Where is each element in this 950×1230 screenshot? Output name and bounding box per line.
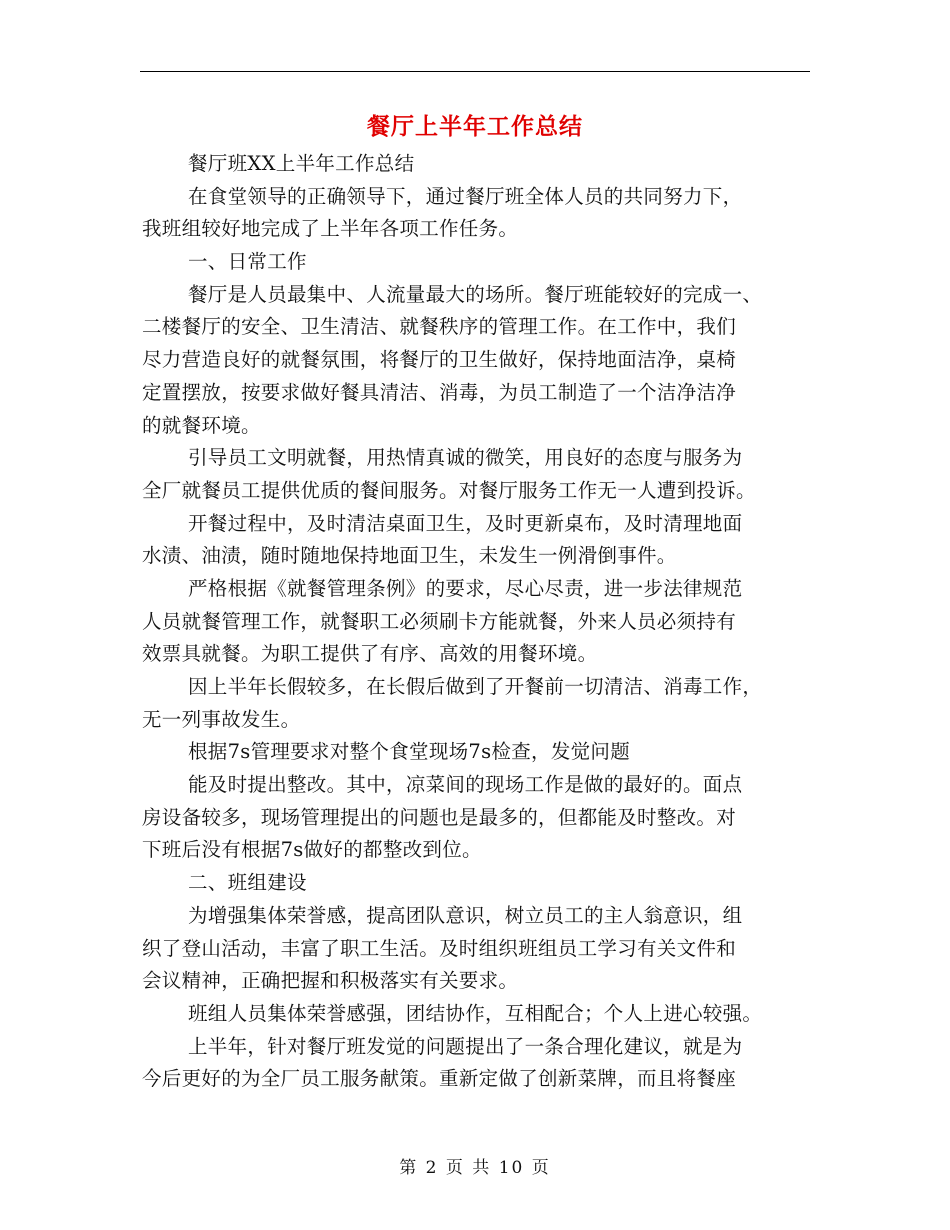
- text-line: 的就餐环境。: [142, 413, 261, 437]
- text-line: 能及时提出整改。其中，凉菜间的现场工作是做的最好的。面点: [188, 773, 743, 797]
- text-line: 全厂就餐员工提供优质的餐间服务。对餐厅服务工作无一人遭到投诉。: [142, 478, 756, 502]
- text-line: 我班组较好地完成了上半年各项工作任务。: [142, 217, 519, 241]
- header-rule: [140, 71, 810, 72]
- text-line: 效票具就餐。为职工提供了有序、高效的用餐环境。: [142, 642, 598, 666]
- text-line: 开餐过程中，及时清洁桌面卫生，及时更新桌布，及时清理地面: [188, 511, 743, 535]
- text-line: 织了登山活动，丰富了职工生活。及时组织班组员工学习有关文件和: [142, 936, 737, 960]
- text-line: 一、日常工作: [188, 250, 307, 274]
- text-line: 餐厅是人员最集中、人流量最大的场所。餐厅班能较好的完成一、: [188, 282, 763, 306]
- text-line: 在食堂领导的正确领导下，通过餐厅班全体人员的共同努力下，: [188, 184, 743, 208]
- text-line: 无一列事故发生。: [142, 707, 301, 731]
- text-line: 尽力营造良好的就餐氛围，将餐厅的卫生做好，保持地面洁净，桌椅: [142, 348, 737, 372]
- document-body: [142, 148, 822, 1096]
- text-line: 严格根据《就餐管理条例》的要求，尽心尽责，进一步法律规范: [188, 576, 743, 600]
- page-footer: 第 2 页 共 10 页: [399, 1158, 551, 1178]
- text-line: 引导员工文明就餐，用热情真诚的微笑，用良好的态度与服务为: [188, 446, 743, 470]
- text-line: 水渍、油渍，随时随地保持地面卫生，未发生一例滑倒事件。: [142, 544, 677, 568]
- text-line: 上半年，针对餐厅班发觉的问题提出了一条合理化建议，就是为: [188, 1034, 743, 1058]
- text-line: 餐厅班XX上半年工作总结: [188, 152, 415, 175]
- text-line: 为增强集体荣誉感，提高团队意识，树立员工的主人翁意识，组: [188, 903, 743, 927]
- text-line: 二楼餐厅的安全、卫生清洁、就餐秩序的管理工作。在工作中，我们: [142, 315, 737, 339]
- text-line: 因上半年长假较多，在长假后做到了开餐前一切清洁、消毒工作，: [188, 675, 763, 698]
- text-line: 房设备较多，现场管理提出的问题也是最多的，但都能及时整改。对: [142, 805, 737, 829]
- text-line: 根据7s管理要求对整个食堂现场7s检查，发觉问题: [188, 740, 631, 764]
- text-line: 今后更好的为全厂员工服务献策。重新定做了创新菜牌，而且将餐座: [142, 1067, 737, 1091]
- text-line: 二、班组建设: [188, 871, 307, 895]
- text-line: 定置摆放，按要求做好餐具清洁、消毒，为员工制造了一个洁净洁净: [142, 380, 737, 404]
- text-line: 下班后没有根据7s做好的都整改到位。: [142, 838, 482, 862]
- text-line: 班组人员集体荣誉感强，团结协作，互相配合；个人上进心较强。: [188, 1001, 763, 1025]
- document-title: 餐厅上半年工作总结: [367, 113, 583, 140]
- text-line: 人员就餐管理工作，就餐职工必须刷卡方能就餐，外来人员必须持有: [142, 609, 737, 633]
- text-line: 会议精神，正确把握和积极落实有关要求。: [142, 969, 519, 993]
